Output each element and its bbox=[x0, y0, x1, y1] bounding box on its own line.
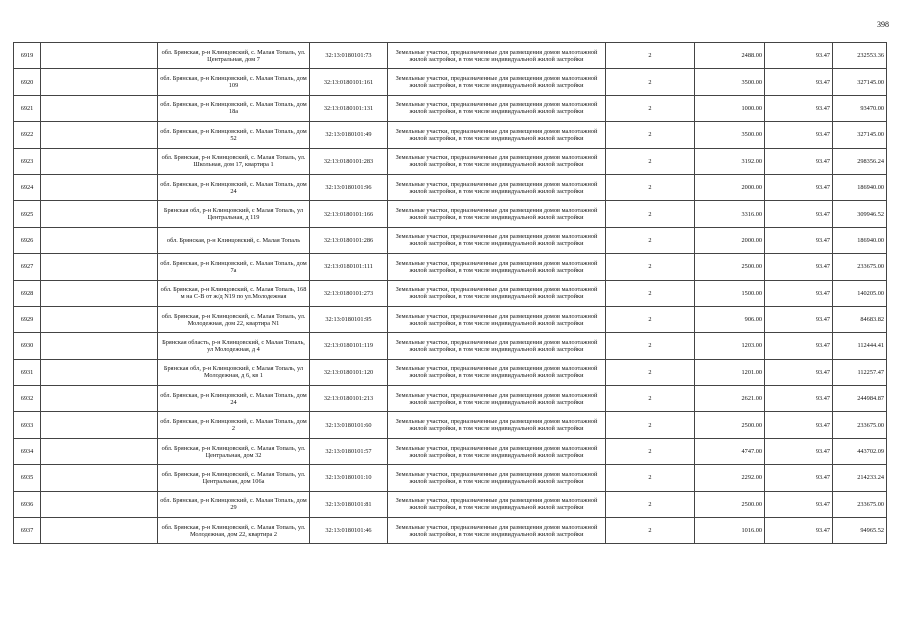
cadastral-value-cell: 186940.00 bbox=[833, 227, 887, 253]
address-cell: обл. Брянская, р-н Клинцовский, с. Малая Топаль, дом 24 bbox=[158, 174, 310, 200]
cadastral-number-cell: 32:13:0180101:60 bbox=[310, 412, 388, 438]
table-row bbox=[14, 148, 887, 174]
specific-value-cell: 93.47 bbox=[765, 333, 833, 359]
land-use-cell: Земельные участки, предназначенные для размещения домов малоэтажной жилой застройки, в том числе индивидуальной жилой застройки bbox=[388, 201, 606, 227]
row-number-cell: 6925 bbox=[14, 201, 41, 227]
table-row bbox=[14, 491, 887, 517]
group-code-cell: 2 bbox=[606, 174, 695, 200]
specific-value-cell: 93.47 bbox=[765, 518, 833, 544]
area-cell: 2500.00 bbox=[695, 412, 765, 438]
row-number-cell: 6926 bbox=[14, 227, 41, 253]
specific-value-cell: 93.47 bbox=[765, 174, 833, 200]
empty-cell bbox=[41, 227, 158, 253]
table-row bbox=[14, 43, 887, 69]
area-cell: 3500.00 bbox=[695, 122, 765, 148]
empty-cell bbox=[41, 465, 158, 491]
specific-value-cell: 93.47 bbox=[765, 148, 833, 174]
empty-cell bbox=[41, 438, 158, 464]
row-number-cell: 6928 bbox=[14, 280, 41, 306]
group-code-cell: 2 bbox=[606, 306, 695, 332]
group-code-cell: 2 bbox=[606, 122, 695, 148]
cadastral-value-cell: 232553.36 bbox=[833, 43, 887, 69]
cadastral-number-cell: 32:13:0180101:119 bbox=[310, 333, 388, 359]
specific-value-cell: 93.47 bbox=[765, 306, 833, 332]
address-cell: обл. Брянская, р-н Клинцовский, с. Малая Топаль, ул. Молодежная, дом 22, квартира 2 bbox=[158, 518, 310, 544]
land-use-cell: Земельные участки, предназначенные для размещения домов малоэтажной жилой застройки, в том числе индивидуальной жилой застройки bbox=[388, 43, 606, 69]
empty-cell bbox=[41, 148, 158, 174]
cadastral-number-cell: 32:13:0180101:111 bbox=[310, 254, 388, 280]
land-use-cell: Земельные участки, предназначенные для размещения домов малоэтажной жилой застройки, в том числе индивидуальной жилой застройки bbox=[388, 412, 606, 438]
cadastral-number-cell: 32:13:0180101:120 bbox=[310, 359, 388, 385]
address-cell: обл. Брянская, р-н Клинцовский, с. Малая Топаль, дом 7а bbox=[158, 254, 310, 280]
land-use-cell: Земельные участки, предназначенные для размещения домов малоэтажной жилой застройки, в том числе индивидуальной жилой застройки bbox=[388, 254, 606, 280]
area-cell: 906.00 bbox=[695, 306, 765, 332]
cadastral-value-cell: 93470.00 bbox=[833, 95, 887, 121]
table-row bbox=[14, 518, 887, 544]
group-code-cell: 2 bbox=[606, 95, 695, 121]
specific-value-cell: 93.47 bbox=[765, 69, 833, 95]
address-cell: обл. Брянская, р-н Клинцовский, с. Малая Топаль, 168 м на С-В от ж/д N19 по ул.Молодежная bbox=[158, 280, 310, 306]
group-code-cell: 2 bbox=[606, 465, 695, 491]
row-number-cell: 6936 bbox=[14, 491, 41, 517]
land-use-cell: Земельные участки, предназначенные для размещения домов малоэтажной жилой застройки, в том числе индивидуальной жилой застройки bbox=[388, 359, 606, 385]
cadastral-number-cell: 32:13:0180101:166 bbox=[310, 201, 388, 227]
group-code-cell: 2 bbox=[606, 333, 695, 359]
cadastral-value-cell: 233675.00 bbox=[833, 254, 887, 280]
cadastral-number-cell: 32:13:0180101:10 bbox=[310, 465, 388, 491]
cadastral-number-cell: 32:13:0180101:161 bbox=[310, 69, 388, 95]
specific-value-cell: 93.47 bbox=[765, 122, 833, 148]
area-cell: 2500.00 bbox=[695, 254, 765, 280]
table-row bbox=[14, 69, 887, 95]
specific-value-cell: 93.47 bbox=[765, 359, 833, 385]
cadastral-value-cell: 298356.24 bbox=[833, 148, 887, 174]
address-cell: обл. Брянская, р-н Клинцовский, с. Малая Топаль, ул. Центральная, дом 32 bbox=[158, 438, 310, 464]
empty-cell bbox=[41, 518, 158, 544]
area-cell: 1203.00 bbox=[695, 333, 765, 359]
table-row bbox=[14, 359, 887, 385]
row-number-cell: 6934 bbox=[14, 438, 41, 464]
cadastral-value-cell: 244984.87 bbox=[833, 386, 887, 412]
table-row bbox=[14, 122, 887, 148]
group-code-cell: 2 bbox=[606, 43, 695, 69]
table-row bbox=[14, 333, 887, 359]
group-code-cell: 2 bbox=[606, 359, 695, 385]
empty-cell bbox=[41, 280, 158, 306]
cadastral-number-cell: 32:13:0180101:49 bbox=[310, 122, 388, 148]
row-number-cell: 6930 bbox=[14, 333, 41, 359]
address-cell: обл. Брянская, р-н Клинцовский, с. Малая Топаль, ул. Молодежная, дом 22, квартира N1 bbox=[158, 306, 310, 332]
area-cell: 2500.00 bbox=[695, 491, 765, 517]
row-number-cell: 6932 bbox=[14, 386, 41, 412]
land-valuation-table bbox=[13, 42, 887, 544]
land-use-cell: Земельные участки, предназначенные для размещения домов малоэтажной жилой застройки, в том числе индивидуальной жилой застройки bbox=[388, 333, 606, 359]
cadastral-number-cell: 32:13:0180101:81 bbox=[310, 491, 388, 517]
table-row bbox=[14, 438, 887, 464]
cadastral-value-cell: 327145.00 bbox=[833, 122, 887, 148]
empty-cell bbox=[41, 359, 158, 385]
table-body bbox=[14, 43, 887, 544]
area-cell: 1201.00 bbox=[695, 359, 765, 385]
group-code-cell: 2 bbox=[606, 69, 695, 95]
group-code-cell: 2 bbox=[606, 438, 695, 464]
area-cell: 4747.00 bbox=[695, 438, 765, 464]
row-number-cell: 6927 bbox=[14, 254, 41, 280]
table-row bbox=[14, 465, 887, 491]
empty-cell bbox=[41, 69, 158, 95]
table-row bbox=[14, 386, 887, 412]
cadastral-number-cell: 32:13:0180101:95 bbox=[310, 306, 388, 332]
row-number-cell: 6933 bbox=[14, 412, 41, 438]
area-cell: 2621.00 bbox=[695, 386, 765, 412]
cadastral-value-cell: 327145.00 bbox=[833, 69, 887, 95]
row-number-cell: 6935 bbox=[14, 465, 41, 491]
cadastral-value-cell: 309946.52 bbox=[833, 201, 887, 227]
land-use-cell: Земельные участки, предназначенные для размещения домов малоэтажной жилой застройки, в том числе индивидуальной жилой застройки bbox=[388, 227, 606, 253]
address-cell: обл. Брянская, р-н Клинцовский, с. Малая Топаль, дом 109 bbox=[158, 69, 310, 95]
address-cell: Брянская обл, р-н Клинцовский, с Малая Топаль, ул Центральная, д 119 bbox=[158, 201, 310, 227]
cadastral-number-cell: 32:13:0180101:273 bbox=[310, 280, 388, 306]
cadastral-number-cell: 32:13:0180101:73 bbox=[310, 43, 388, 69]
group-code-cell: 2 bbox=[606, 227, 695, 253]
area-cell: 1000.00 bbox=[695, 95, 765, 121]
cadastral-value-cell: 140205.00 bbox=[833, 280, 887, 306]
cadastral-value-cell: 186940.00 bbox=[833, 174, 887, 200]
land-use-cell: Земельные участки, предназначенные для размещения домов малоэтажной жилой застройки, в том числе индивидуальной жилой застройки bbox=[388, 518, 606, 544]
land-use-cell: Земельные участки, предназначенные для размещения домов малоэтажной жилой застройки, в том числе индивидуальной жилой застройки bbox=[388, 280, 606, 306]
cadastral-number-cell: 32:13:0180101:96 bbox=[310, 174, 388, 200]
table-row bbox=[14, 280, 887, 306]
specific-value-cell: 93.47 bbox=[765, 201, 833, 227]
empty-cell bbox=[41, 201, 158, 227]
group-code-cell: 2 bbox=[606, 280, 695, 306]
address-cell: обл. Брянская, р-н Клинцовский, с. Малая Топаль, ул. Центральная, дом 106а bbox=[158, 465, 310, 491]
specific-value-cell: 93.47 bbox=[765, 95, 833, 121]
row-number-cell: 6919 bbox=[14, 43, 41, 69]
row-number-cell: 6929 bbox=[14, 306, 41, 332]
empty-cell bbox=[41, 333, 158, 359]
area-cell: 3316.00 bbox=[695, 201, 765, 227]
cadastral-number-cell: 32:13:0180101:131 bbox=[310, 95, 388, 121]
empty-cell bbox=[41, 491, 158, 517]
cadastral-number-cell: 32:13:0180101:283 bbox=[310, 148, 388, 174]
address-cell: обл. Брянская, р-н Клинцовский, с. Малая Топаль, дом 24 bbox=[158, 386, 310, 412]
table-row bbox=[14, 412, 887, 438]
specific-value-cell: 93.47 bbox=[765, 491, 833, 517]
specific-value-cell: 93.47 bbox=[765, 43, 833, 69]
cadastral-number-cell: 32:13:0180101:46 bbox=[310, 518, 388, 544]
address-cell: обл. Брянская, р-н Клинцовский, с. Малая Топаль bbox=[158, 227, 310, 253]
group-code-cell: 2 bbox=[606, 491, 695, 517]
land-use-cell: Земельные участки, предназначенные для размещения домов малоэтажной жилой застройки, в том числе индивидуальной жилой застройки bbox=[388, 386, 606, 412]
cadastral-value-cell: 443702.09 bbox=[833, 438, 887, 464]
row-number-cell: 6922 bbox=[14, 122, 41, 148]
empty-cell bbox=[41, 412, 158, 438]
group-code-cell: 2 bbox=[606, 518, 695, 544]
table-row bbox=[14, 201, 887, 227]
address-cell: Брянская обл, р-н Клинцовский, с Малая Топаль, ул Молодежная, д 6, кв 1 bbox=[158, 359, 310, 385]
land-use-cell: Земельные участки, предназначенные для размещения домов малоэтажной жилой застройки, в том числе индивидуальной жилой застройки bbox=[388, 438, 606, 464]
cadastral-value-cell: 84683.82 bbox=[833, 306, 887, 332]
area-cell: 3192.00 bbox=[695, 148, 765, 174]
cadastral-value-cell: 233675.00 bbox=[833, 412, 887, 438]
area-cell: 2000.00 bbox=[695, 174, 765, 200]
empty-cell bbox=[41, 43, 158, 69]
empty-cell bbox=[41, 122, 158, 148]
group-code-cell: 2 bbox=[606, 254, 695, 280]
land-use-cell: Земельные участки, предназначенные для размещения домов малоэтажной жилой застройки, в том числе индивидуальной жилой застройки bbox=[388, 306, 606, 332]
specific-value-cell: 93.47 bbox=[765, 280, 833, 306]
table-row bbox=[14, 254, 887, 280]
table-row bbox=[14, 227, 887, 253]
area-cell: 2000.00 bbox=[695, 227, 765, 253]
land-use-cell: Земельные участки, предназначенные для размещения домов малоэтажной жилой застройки, в том числе индивидуальной жилой застройки bbox=[388, 491, 606, 517]
address-cell: обл. Брянская, р-н Клинцовский, с. Малая Топаль, дом 18а bbox=[158, 95, 310, 121]
cadastral-value-cell: 112444.41 bbox=[833, 333, 887, 359]
cadastral-value-cell: 233675.00 bbox=[833, 491, 887, 517]
specific-value-cell: 93.47 bbox=[765, 412, 833, 438]
group-code-cell: 2 bbox=[606, 148, 695, 174]
specific-value-cell: 93.47 bbox=[765, 254, 833, 280]
land-use-cell: Земельные участки, предназначенные для размещения домов малоэтажной жилой застройки, в том числе индивидуальной жилой застройки bbox=[388, 148, 606, 174]
cadastral-number-cell: 32:13:0180101:286 bbox=[310, 227, 388, 253]
area-cell: 1500.00 bbox=[695, 280, 765, 306]
row-number-cell: 6921 bbox=[14, 95, 41, 121]
area-cell: 2292.00 bbox=[695, 465, 765, 491]
land-use-cell: Земельные участки, предназначенные для размещения домов малоэтажной жилой застройки, в том числе индивидуальной жилой застройки bbox=[388, 69, 606, 95]
row-number-cell: 6924 bbox=[14, 174, 41, 200]
land-use-cell: Земельные участки, предназначенные для размещения домов малоэтажной жилой застройки, в том числе индивидуальной жилой застройки bbox=[388, 95, 606, 121]
land-use-cell: Земельные участки, предназначенные для размещения домов малоэтажной жилой застройки, в том числе индивидуальной жилой застройки bbox=[388, 122, 606, 148]
specific-value-cell: 93.47 bbox=[765, 386, 833, 412]
address-cell: обл. Брянская, р-н Клинцовский, с. Малая Топаль, дом 52 bbox=[158, 122, 310, 148]
cadastral-value-cell: 94965.52 bbox=[833, 518, 887, 544]
empty-cell bbox=[41, 254, 158, 280]
address-cell: Брянская область, р-н Клинцовский, с Малая Топаль, ул Молодежная, д 4 bbox=[158, 333, 310, 359]
land-use-cell: Земельные участки, предназначенные для размещения домов малоэтажной жилой застройки, в том числе индивидуальной жилой застройки bbox=[388, 174, 606, 200]
empty-cell bbox=[41, 386, 158, 412]
cadastral-value-cell: 112257.47 bbox=[833, 359, 887, 385]
table-row bbox=[14, 306, 887, 332]
empty-cell bbox=[41, 95, 158, 121]
address-cell: обл. Брянская, р-н Клинцовский, с. Малая Топаль, дом 29 bbox=[158, 491, 310, 517]
group-code-cell: 2 bbox=[606, 386, 695, 412]
empty-cell bbox=[41, 174, 158, 200]
area-cell: 3500.00 bbox=[695, 69, 765, 95]
table-row bbox=[14, 95, 887, 121]
page-number: 398 bbox=[877, 20, 889, 29]
row-number-cell: 6931 bbox=[14, 359, 41, 385]
cadastral-number-cell: 32:13:0180101:213 bbox=[310, 386, 388, 412]
cadastral-value-cell: 214233.24 bbox=[833, 465, 887, 491]
land-use-cell: Земельные участки, предназначенные для размещения домов малоэтажной жилой застройки, в том числе индивидуальной жилой застройки bbox=[388, 465, 606, 491]
specific-value-cell: 93.47 bbox=[765, 465, 833, 491]
row-number-cell: 6937 bbox=[14, 518, 41, 544]
specific-value-cell: 93.47 bbox=[765, 227, 833, 253]
table-row bbox=[14, 174, 887, 200]
group-code-cell: 2 bbox=[606, 201, 695, 227]
address-cell: обл. Брянская, р-н Клинцовский, с. Малая Топаль, ул. Школьная, дом 17, квартира 1 bbox=[158, 148, 310, 174]
area-cell: 2488.00 bbox=[695, 43, 765, 69]
group-code-cell: 2 bbox=[606, 412, 695, 438]
address-cell: обл. Брянская, р-н Клинцовский, с. Малая Топаль, ул. Центральная, дом 7 bbox=[158, 43, 310, 69]
empty-cell bbox=[41, 306, 158, 332]
row-number-cell: 6920 bbox=[14, 69, 41, 95]
address-cell: обл. Брянская, р-н Клинцовский, с. Малая Топаль, дом 2 bbox=[158, 412, 310, 438]
area-cell: 1016.00 bbox=[695, 518, 765, 544]
row-number-cell: 6923 bbox=[14, 148, 41, 174]
cadastral-number-cell: 32:13:0180101:57 bbox=[310, 438, 388, 464]
specific-value-cell: 93.47 bbox=[765, 438, 833, 464]
